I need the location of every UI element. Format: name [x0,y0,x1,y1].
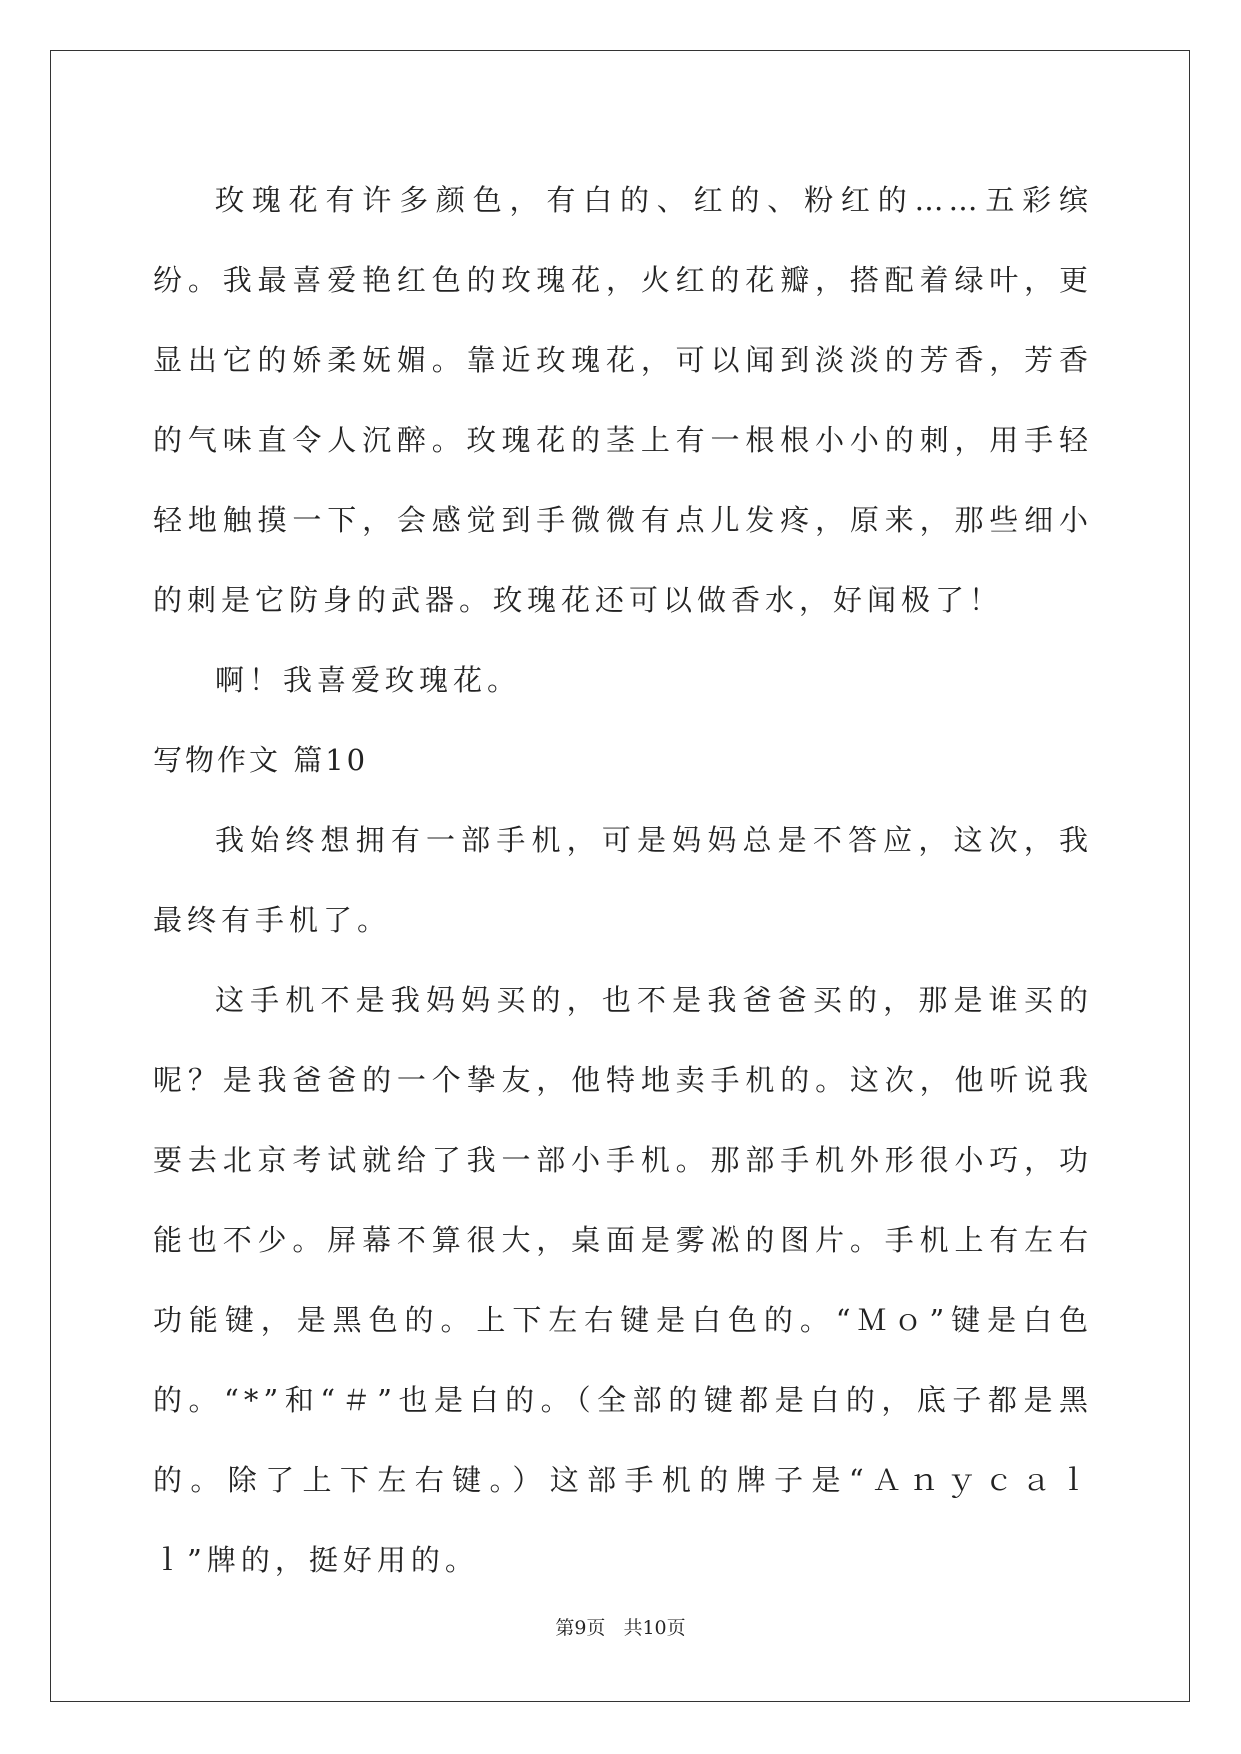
paragraph-rose-closing: 啊！我喜爱玫瑰花。 [215,663,522,697]
document-body [153,160,1093,1600]
paragraph-phone-description: 这手机不是我妈妈买的，也不是我爸爸买的，那是谁买的呢？是我爸爸的一个挚友，他特地卖手机的。这次，他听说我要去北京考试就给了我一部小手机。那部手机外形很小巧，功能也不少。屏幕不算很大，桌面是雾凇的图片。手机上有左右功能键，是黑色的。上下左右键是白色的。“Ｍｏ”键是白色的。“*”和“＃”也是白的。（全部的键都是白的，底子都是黑的。除了上下左右键。）这部手机的牌子是“Ａｎｙｃａｌｌ”牌的，挺好用的。 [153,983,1093,1577]
page-number-current: 第9页 [555,1617,606,1639]
page-number-total: 共10页 [623,1617,686,1639]
paragraph-rose-description: 玫瑰花有许多颜色，有白的、红的、粉红的……五彩缤纷。我最喜爱艳红色的玫瑰花，火红的花瓣，搭配着绿叶，更显出它的娇柔妩媚。靠近玫瑰花，可以闻到淡淡的芳香，芳香的气味直令人沉醉。玫瑰花的茎上有一根根小小的刺，用手轻轻地触摸一下，会感觉到手微微有点儿发疼，原来，那些细小的刺是它防身的武器。玫瑰花还可以做香水，好闻极了！ [153,183,1093,617]
page-footer [0,1613,1241,1640]
section-heading: 写物作文 篇10 [153,743,369,777]
paragraph-phone-intro: 我始终想拥有一部手机，可是妈妈总是不答应，这次，我最终有手机了。 [153,823,1093,937]
